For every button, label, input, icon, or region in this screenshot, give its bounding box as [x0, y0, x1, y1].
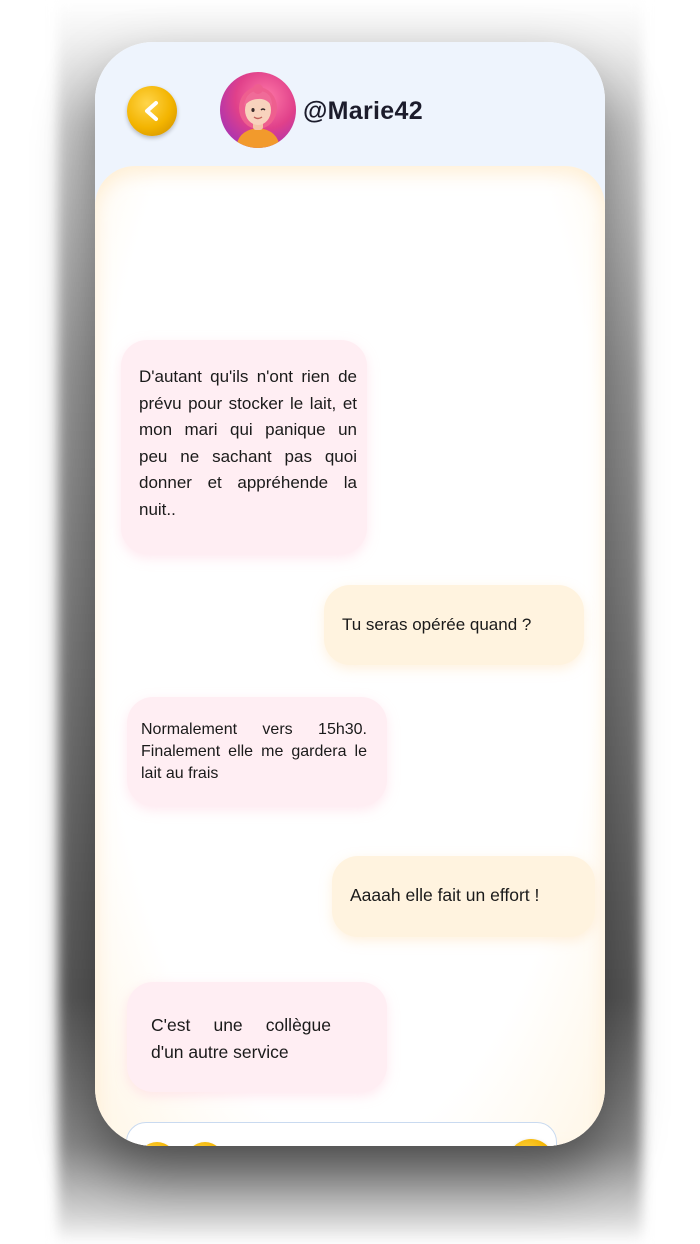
- message-received: C'est une collègue d'un autre service: [127, 982, 387, 1092]
- contact-username: @Marie42: [303, 97, 423, 125]
- send-button[interactable]: [508, 1139, 554, 1146]
- gallery-button[interactable]: [138, 1142, 176, 1146]
- message-sent: Aaaah elle fait un effort !: [332, 856, 595, 937]
- chevron-left-icon: [139, 98, 165, 124]
- avatar[interactable]: [220, 72, 296, 148]
- phone-frame: [95, 42, 605, 1146]
- message-received: D'autant qu'ils n'ont rien de prévu pour stocker le lait, et mon mari qui panique un peu ne sachant pas quoi donner et appréhende la nuit..: [121, 340, 367, 554]
- message-sent: Tu seras opérée quand ?: [324, 585, 584, 665]
- camera-button[interactable]: [186, 1142, 224, 1146]
- message-list[interactable]: [95, 166, 605, 1146]
- user-avatar-icon: [220, 72, 296, 148]
- back-button[interactable]: [127, 86, 177, 136]
- message-received: Normalement vers 15h30. Finalement elle me gardera le lait au frais: [127, 697, 387, 806]
- message-composer: [126, 1122, 557, 1146]
